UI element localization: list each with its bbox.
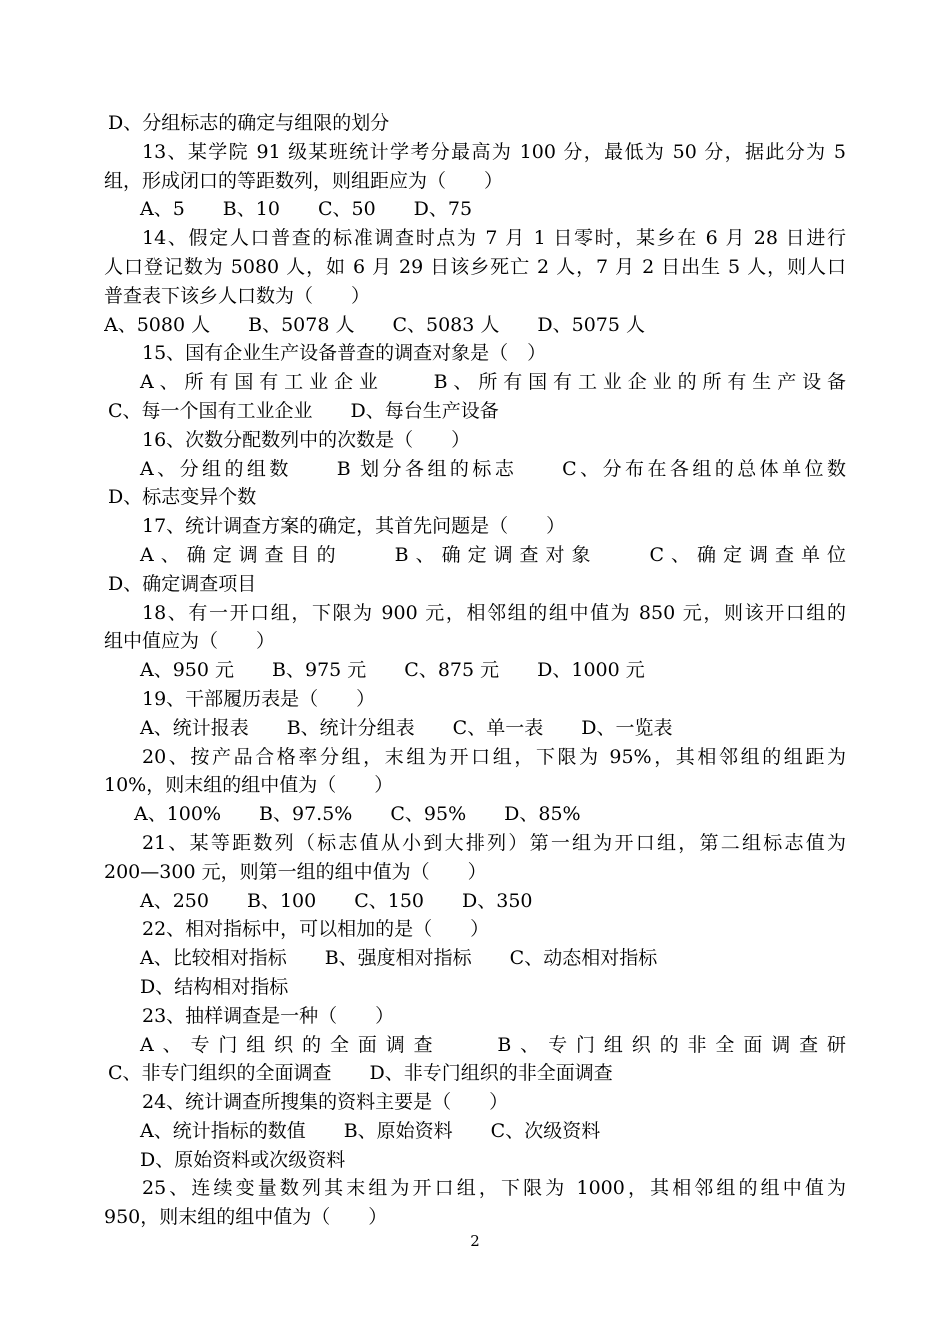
question-24: 24、统计调查所搜集的资料主要是（ ）: [142, 1091, 509, 1114]
question-list: [104, 109, 846, 1232]
options-line: D、标志变异个数: [108, 486, 257, 509]
text-line: D、分组标志的确定与组限的划分: [108, 112, 390, 134]
question-19: 19、干部履历表是（ ）: [142, 687, 376, 710]
options-line: A、统计报表 B、统计分组表 C、单一表 D、一览表: [140, 716, 673, 739]
text-line: 普查表下该乡人口数为（ ）: [104, 284, 371, 307]
text-line: 组，形成闭口的等距数列，则组距应为（ ）: [104, 169, 504, 192]
text-line: 10%，则末组的组中值为（ ）: [104, 774, 394, 797]
options-line: A、5080 人 B、5078 人 C、5083 人 D、5075 人: [104, 313, 646, 336]
question-23: 23、抽样调查是一种（ ）: [142, 1004, 395, 1027]
options-line: A、100% B、97.5% C、95% D、85%: [134, 803, 581, 826]
options-line: A、250 B、100 C、150 D、350: [140, 889, 533, 912]
question-25: 25、连续变量数列其末组为开口组，下限为 1000，其相邻组的组中值为: [142, 1177, 846, 1200]
options-line: A、950 元 B、975 元 C、875 元 D、1000 元: [140, 659, 645, 682]
options-line: A、5 B、10 C、50 D、75: [140, 198, 473, 221]
options-line: D、原始资料或次级资料: [140, 1148, 346, 1171]
options-line: D、结构相对指标: [140, 975, 289, 998]
question-16: 16、次数分配数列中的次数是（ ）: [142, 428, 471, 451]
question-21: 21、某等距数列（标志值从小到大排列）第一组为开口组，第二组标志值为: [142, 831, 846, 854]
question-18: 18、有一开口组，下限为 900 元，相邻组的组中值为 850 元，则该开口组的: [142, 601, 846, 624]
page-number: 2: [470, 1232, 480, 1250]
text-line: 组中值应为（ ）: [104, 630, 276, 653]
options-line: A、专门组织的全面调查 B、专门组织的非全面调查研: [140, 1033, 846, 1056]
question-22: 22、相对指标中，可以相加的是（ ）: [142, 918, 490, 941]
options-line: A、确定调查目的 B、确定调查对象 C、确定调查单位: [140, 543, 846, 566]
question-17: 17、统计调查方案的确定，其首先问题是（ ）: [142, 515, 566, 538]
options-line: A、统计指标的数值 B、原始资料 C、次级资料: [140, 1119, 601, 1142]
options-line: D、确定调查项目: [108, 572, 257, 595]
text-line: 200—300 元，则第一组的组中值为（ ）: [104, 860, 487, 883]
options-line: C、非专门组织的全面调查 D、非专门组织的非全面调查: [108, 1062, 613, 1085]
options-line: A、比较相对指标 B、强度相对指标 C、动态相对指标: [140, 947, 658, 970]
text-line: 人口登记数为 5080 人，如 6 月 29 日该乡死亡 2 人，7 月 2 日出生 5 人，则人口: [104, 255, 846, 278]
question-13: 13、某学院 91 级某班统计学考分最高为 100 分，最低为 50 分，据此分为 5: [142, 140, 846, 163]
text-line: 950，则末组的组中值为（ ）: [104, 1206, 388, 1229]
options-line: A、所有国有工业企业 B、所有国有工业企业的所有生产设备: [140, 371, 846, 394]
question-20: 20、按产品合格率分组，末组为开口组，下限为 95%，其相邻组的组距为: [142, 745, 846, 768]
options-line: C、每一个国有工业企业 D、每台生产设备: [108, 399, 499, 422]
question-14: 14、假定人口普查的标准调查时点为 7 月 1 日零时，某乡在 6 月 28 日进行: [142, 227, 846, 250]
question-15: 15、国有企业生产设备普查的调查对象是（ ）: [142, 342, 547, 365]
options-line: A、分组的组数 B 划分各组的标志 C、分布在各组的总体单位数: [140, 457, 846, 480]
